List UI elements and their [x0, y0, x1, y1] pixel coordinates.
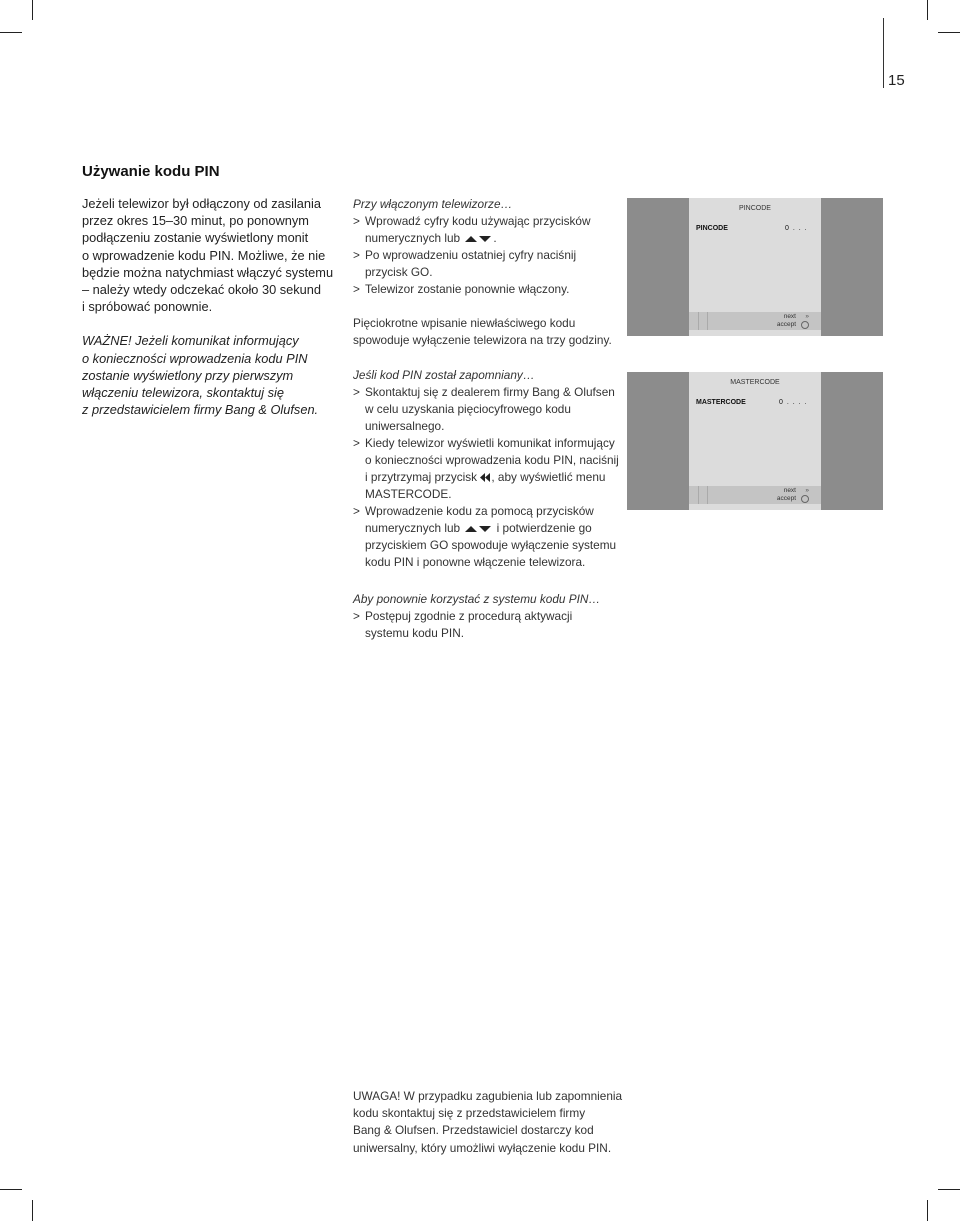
step-text: Wprowadź cyfry kodu używając przycisków: [365, 214, 591, 228]
step-text: Kiedy telewizor wyświetli komunikat informujący: [365, 436, 615, 450]
bottom-note: [353, 1088, 633, 1157]
crop-mark: [32, 0, 33, 20]
step-item: [353, 503, 628, 571]
bar-cell: [698, 486, 708, 504]
warning-paragraph: [82, 332, 337, 418]
up-down-arrow-buttons-icon: [464, 235, 492, 243]
step-text: Wprowadzenie kodu za pomocą przycisków: [365, 504, 594, 518]
intro-column: [82, 195, 337, 418]
menu-field-value: 0 . . . .: [779, 399, 808, 406]
crop-mark: [938, 1189, 960, 1190]
section-reuse-pin: [353, 591, 628, 642]
circle-go-icon: [801, 495, 809, 503]
step-text: kodu PIN i ponowne włączenie telewizora.: [365, 555, 586, 569]
note-line: Pięciokrotne wpisanie niewłaściwego kodu: [353, 316, 576, 330]
page-number-rule: [883, 18, 884, 88]
step-text: i przytrzymaj przycisk: [365, 470, 478, 484]
step-item: [353, 435, 628, 503]
step-text: o konieczności wprowadzenia kodu PIN, naciśnij: [365, 453, 619, 467]
menu-panel: [689, 198, 821, 336]
menu-panel: [689, 372, 821, 510]
note-line: Bang & Olufsen. Przedstawiciel dostarczy kod: [353, 1123, 594, 1138]
step-text: przyciskiem GO spowoduje wyłączenie systemu: [365, 538, 617, 552]
menu-hints: [777, 313, 796, 329]
step-text: systemu kodu PIN.: [365, 626, 465, 640]
menu-title: MASTERCODE: [730, 379, 780, 386]
step-text: MASTERCODE.: [365, 487, 452, 501]
step-text: Po wprowadzeniu ostatniej cyfry naciśnij: [365, 248, 577, 262]
crop-mark: [927, 0, 928, 20]
next-hint: next: [783, 313, 796, 320]
intro-line: Jeżeli telewizor był odłączony od zasilania: [82, 196, 321, 211]
warning-line: zostanie wyświetlony przy pierwszym: [82, 367, 294, 383]
step-item: [353, 213, 628, 247]
note-line: UWAGA! W przypadku zagubienia lub zapomnienia: [353, 1089, 623, 1103]
menu-hints: [777, 487, 796, 503]
crop-mark: [0, 1189, 22, 1190]
step-text: numerycznych lub: [365, 521, 461, 535]
double-chevron-icon: »: [805, 313, 809, 320]
crop-mark: [938, 32, 960, 33]
step-item: [353, 608, 628, 642]
intro-line: podłączeniu zostanie wyświetlony monit: [82, 230, 309, 246]
intro-line: przez okres 15–30 minut, po ponownym: [82, 213, 309, 229]
warning-line: o konieczności wprowadzenia kodu PIN: [82, 350, 308, 366]
crop-mark: [927, 1200, 928, 1221]
step-text: uniwersalnego.: [365, 419, 445, 433]
menu-status-bar: [689, 486, 821, 504]
step-text: i potwierdzenie go: [496, 521, 592, 535]
step-text: , aby wyświetlić menu: [491, 470, 606, 484]
section-heading: Aby ponownie korzystać z systemu kodu PIN…: [353, 592, 601, 606]
section-tv-on: [353, 196, 628, 298]
section-heading: Przy włączonym telewizorze…: [353, 197, 513, 211]
step-text: Postępuj zgodnie z procedurą aktywacji: [365, 609, 573, 623]
intro-paragraph: [82, 195, 337, 315]
step-item: [353, 281, 628, 298]
step-item: [353, 247, 628, 281]
step-text: przycisk GO.: [365, 265, 433, 279]
up-down-arrow-buttons-icon: [464, 525, 492, 533]
accept-hint: accept: [776, 321, 796, 328]
intro-line: będzie można natychmiast włączyć systemu: [82, 264, 334, 280]
circle-go-icon: [801, 321, 809, 329]
section-heading: Jeśli kod PIN został zapomniany…: [353, 368, 535, 382]
note-line: uniwersalny, który umożliwi wyłączenie kodu PIN.: [353, 1140, 612, 1155]
crop-mark: [32, 1200, 33, 1221]
mastercode-screen: [627, 372, 883, 510]
step-text: w celu uzyskania pięciocyfrowego kodu: [365, 402, 571, 416]
intro-line: o wprowadzenie kodu PIN. Możliwe, że nie: [82, 247, 326, 263]
accept-hint: accept: [776, 495, 796, 502]
intro-line: i spróbować ponownie.: [82, 299, 213, 315]
step-item: [353, 384, 628, 435]
wrong-code-note: [353, 315, 628, 349]
menu-field-value: 0 . . .: [785, 225, 808, 232]
intro-line: – należy wtedy odczekać około 30 sekund: [82, 282, 322, 298]
warning-line: włączeniu telewizora, skontaktuj się: [82, 385, 285, 401]
page-title: Używanie kodu PIN: [82, 163, 220, 180]
bar-cell: [698, 312, 708, 330]
rewind-icon: [480, 473, 491, 482]
menu-title: PINCODE: [739, 205, 771, 212]
section-forgotten-pin: [353, 367, 628, 571]
menu-field-label: MASTERCODE: [696, 399, 746, 406]
step-text: Telewizor zostanie ponownie włączony.: [365, 282, 570, 296]
step-text: .: [493, 231, 497, 245]
note-line: spowoduje wyłączenie telewizora na trzy godziny.: [353, 333, 612, 347]
crop-mark: [0, 32, 22, 33]
step-text: Skontaktuj się z dealerem firmy Bang & Olufsen: [365, 385, 615, 399]
next-hint: next: [783, 487, 796, 494]
warning-line: WAŻNE! Jeżeli komunikat informujący: [82, 333, 299, 349]
step-text: numerycznych lub: [365, 231, 461, 245]
double-chevron-icon: »: [805, 487, 809, 494]
warning-line: z przedstawicielem firmy Bang & Olufsen.: [82, 402, 319, 418]
pincode-screen: [627, 198, 883, 336]
page-number: 15: [888, 72, 905, 89]
menu-field-label: PINCODE: [696, 225, 728, 232]
note-line: kodu skontaktuj się z przedstawicielem firmy: [353, 1106, 586, 1121]
menu-status-bar: [689, 312, 821, 330]
